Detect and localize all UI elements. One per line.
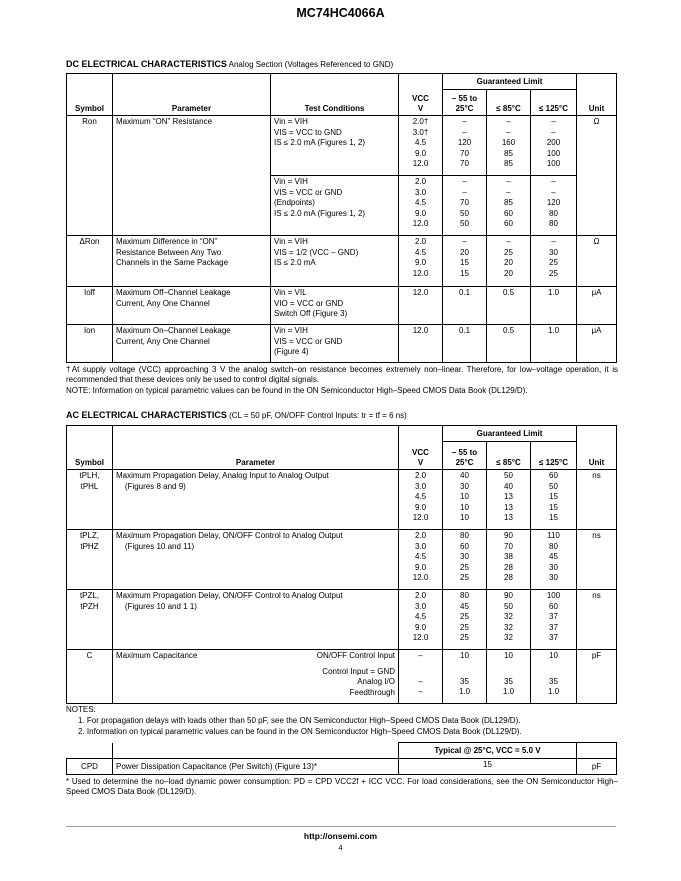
dc-t3: 1.0	[531, 325, 577, 363]
ac-parameter: Maximum Propagation Delay, ON/OFF Control to Analog Output (Figures 10 and 1 1)	[113, 590, 399, 650]
dc-vcc: 2.0 3.0 4.5 9.0 12.0	[399, 176, 443, 236]
ac-cap-t1b: 35 1.0	[458, 676, 471, 697]
cpd-blank-3	[577, 743, 617, 759]
dc-t3: – 30 25 25	[531, 236, 577, 287]
dc-t1: – 20 15 15	[443, 236, 487, 287]
ac-t2: 90 70 38 28 28	[487, 530, 531, 590]
cpd-unit: pF	[577, 759, 617, 775]
dc-test: Vin = VIH VIS = VCC or GND (Figure 4)	[271, 325, 399, 363]
dc-t1: 0.1	[443, 325, 487, 363]
table-row	[67, 325, 617, 363]
ac-cap-parameter: Maximum Capacitance	[116, 651, 198, 660]
ac-cap-vcc-cell	[399, 650, 443, 704]
dc-t3: – – 200 100 100	[531, 116, 577, 176]
ac-vcc: 2.0 3.0 4.5 9.0 12.0	[399, 530, 443, 590]
ac-cap-sub2: Control Input = GND Analog I/O Feedthrough	[322, 666, 395, 697]
dc-unit: μA	[577, 325, 617, 363]
ac-symbol: tPLZ, tPHZ	[67, 530, 113, 590]
dc-col-test: Test Conditions	[271, 74, 399, 116]
ac-cap-vcc2: – –	[418, 676, 423, 697]
ac-cap-t1-cell	[443, 650, 487, 704]
cpd-blank-2	[113, 743, 399, 759]
ac-table	[66, 425, 617, 704]
dc-test: Vin = VIH VIS = 1/2 (VCC – GND) IS ≤ 2.0 mA	[271, 236, 399, 287]
table-row	[67, 650, 617, 704]
ac-cap-t3a: 10	[549, 651, 558, 660]
ac-symbol: tPZL, tPZH	[67, 590, 113, 650]
ac-title-bold: AC ELECTRICAL CHARACTERISTICS	[66, 410, 227, 420]
cpd-parameter: Power Dissipation Capacitance (Per Switch) (Figure 13)*	[113, 759, 399, 775]
dc-t2: – – 160 85 85	[487, 116, 531, 176]
table-row	[67, 530, 617, 590]
dc-unit: Ω	[577, 236, 617, 287]
cpd-value: 15	[399, 759, 577, 775]
ac-cap-t3-cell	[531, 650, 577, 704]
dc-symbol: Ioff	[67, 287, 113, 325]
dc-vcc: 12.0	[399, 325, 443, 363]
ac-parameter: Maximum Propagation Delay, ON/OFF Control to Analog Output (Figures 10 and 11)	[113, 530, 399, 590]
page-title: MC74HC4066A	[296, 6, 385, 20]
dc-symbol: Ion	[67, 325, 113, 363]
ac-col-unit: Unit	[577, 426, 617, 470]
dc-col-t2: ≤ 85°C	[487, 90, 531, 116]
ac-t2: 50 40 13 13 13	[487, 470, 531, 530]
dc-col-t1: – 55 to 25°C	[443, 90, 487, 116]
ac-notes-title: NOTES:	[66, 705, 96, 714]
ac-t3: 110 80 45 30 30	[531, 530, 577, 590]
dc-vcc: 12.0	[399, 287, 443, 325]
ac-t2: 90 50 32 32 32	[487, 590, 531, 650]
ac-unit: ns	[577, 530, 617, 590]
ac-parameter: Maximum Propagation Delay, Analog Input to Analog Output (Figures 8 and 9)	[113, 470, 399, 530]
dc-t2: – – 85 60 60	[487, 176, 531, 236]
ac-t3: 60 50 15 15 15	[531, 470, 577, 530]
dc-t3: 1.0	[531, 287, 577, 325]
dc-parameter: Maximum “ON” Resistance	[113, 116, 271, 236]
dc-unit: μA	[577, 287, 617, 325]
dc-parameter: Maximum Difference in “ON” Resistance Between Any Two Channels in the Same Package	[113, 236, 271, 287]
page-number: 4	[338, 843, 343, 852]
dc-parameter: Maximum On–Channel Leakage Current, Any One Channel	[113, 325, 271, 363]
table-row	[67, 590, 617, 650]
ac-t1: 40 30 10 10 10	[443, 470, 487, 530]
ac-note-2: 2. Information on typical parametric values can be found in the ON Semiconductor High–Speed CMOS Data Book (DL129/D).	[78, 727, 522, 736]
dc-note: NOTE: Information on typical parametric values can be found in the ON Semiconductor High–Speed CMOS Data Book (DL129/D).	[66, 386, 528, 395]
cpd-typical-header: Typical @ 25°C, VCC = 5.0 V	[399, 743, 577, 759]
ac-section-title	[66, 410, 407, 420]
ac-vcc: 2.0 3.0 4.5 9.0 12.0	[399, 470, 443, 530]
ac-cap-t2a: 10	[504, 651, 513, 660]
ac-col-t3: ≤ 125°C	[531, 442, 577, 470]
ac-cap-t3b: 35 1.0	[547, 676, 560, 697]
dc-col-parameter: Parameter	[113, 74, 271, 116]
ac-t1: 80 45 25 25 25	[443, 590, 487, 650]
dc-vcc: 2.0† 3.0† 4.5 9.0 12.0	[399, 116, 443, 176]
ac-col-vcc: VCC V	[399, 426, 443, 470]
dc-col-unit: Unit	[577, 74, 617, 116]
dc-col-vcc: VCC V	[399, 74, 443, 116]
ac-cap-parameter-cell	[113, 650, 399, 704]
ac-t1: 80 60 30 25 25	[443, 530, 487, 590]
table-row	[67, 759, 617, 775]
cpd-footnote: * Used to determine the no–load dynamic power consumption: PD = CPD VCC2f + ICC VCC. For load considerations, see the ON Semiconductor High–Speed CMOS Data Book (DL129/D).	[66, 777, 618, 796]
cpd-blank-1	[67, 743, 113, 759]
cpd-table	[66, 742, 617, 775]
ac-unit: ns	[577, 590, 617, 650]
ac-guaranteed: Guaranteed Limit	[443, 426, 577, 442]
ac-t3: 100 60 37 37 37	[531, 590, 577, 650]
dc-col-symbol: Symbol	[67, 74, 113, 116]
dc-title-rest: Analog Section (Voltages Referenced to GND)	[228, 60, 394, 69]
table-row	[67, 236, 617, 287]
ac-cap-symbol: C	[67, 650, 113, 704]
dc-test: Vin = VIH VIS = VCC to GND IS ≤ 2.0 mA (Figures 1, 2)	[271, 116, 399, 176]
dc-col-t3: ≤ 125°C	[531, 90, 577, 116]
ac-title-rest: (CL = 50 pF, ON/OFF Control Inputs: tr = tf = 6 ns)	[229, 411, 407, 420]
ac-col-parameter: Parameter	[113, 426, 399, 470]
table-row	[67, 116, 617, 176]
cpd-symbol: CPD	[67, 759, 113, 775]
dc-title-bold: DC ELECTRICAL CHARACTERISTICS	[66, 59, 227, 69]
ac-note-1: 1. For propagation delays with loads other than 50 pF, see the ON Semiconductor High–Speed CMOS Data Book (DL129/D).	[78, 716, 521, 725]
ac-cap-unit: pF	[577, 650, 617, 704]
ac-col-t1: – 55 to 25°C	[443, 442, 487, 470]
dc-symbol: ΔRon	[67, 236, 113, 287]
dc-section-title	[66, 59, 393, 69]
dc-t2: 0.5	[487, 287, 531, 325]
dc-t1: 0.1	[443, 287, 487, 325]
ac-symbol: tPLH, tPHL	[67, 470, 113, 530]
dc-t1: – – 120 70 70	[443, 116, 487, 176]
dc-symbol: Ron	[67, 116, 113, 236]
ac-cap-t1a: 10	[460, 651, 469, 660]
dc-table	[66, 73, 617, 363]
ac-cap-t2-cell	[487, 650, 531, 704]
dc-t2: – 25 20 20	[487, 236, 531, 287]
dc-test: Vin = VIH VIS = VCC or GND (Endpoints) IS ≤ 2.0 mA (Figures 1, 2)	[271, 176, 399, 236]
ac-cap-t2b: 35 1.0	[502, 676, 515, 697]
ac-cap-sub1: ON/OFF Control Input	[316, 651, 395, 660]
ac-unit: ns	[577, 470, 617, 530]
ac-col-symbol: Symbol	[67, 426, 113, 470]
table-row	[67, 287, 617, 325]
footer-divider	[66, 826, 616, 827]
dc-vcc: 2.0 4.5 9.0 12.0	[399, 236, 443, 287]
ac-cap-vcc1: –	[418, 651, 423, 660]
dc-footnote: †At supply voltage (VCC) approaching 3 V the analog switch–on resistance becomes extremely non–linear. Therefore, for low–voltage operation, it is recommended that these devices only be used to control digital signals.	[66, 365, 618, 384]
dc-guaranteed: Guaranteed Limit	[443, 74, 577, 90]
ac-vcc: 2.0 3.0 4.5 9.0 12.0	[399, 590, 443, 650]
dc-unit: Ω	[577, 116, 617, 236]
dc-t2: 0.5	[487, 325, 531, 363]
ac-col-t2: ≤ 85°C	[487, 442, 531, 470]
dc-t1: – – 70 50 50	[443, 176, 487, 236]
dc-t3: – – 120 80 80	[531, 176, 577, 236]
dc-test: Vin = VIL VIO = VCC or GND Switch Off (Figure 3)	[271, 287, 399, 325]
dc-parameter: Maximum Off–Channel Leakage Current, Any One Channel	[113, 287, 271, 325]
table-row	[67, 470, 617, 530]
footer-url[interactable]: http://onsemi.com	[303, 831, 378, 841]
